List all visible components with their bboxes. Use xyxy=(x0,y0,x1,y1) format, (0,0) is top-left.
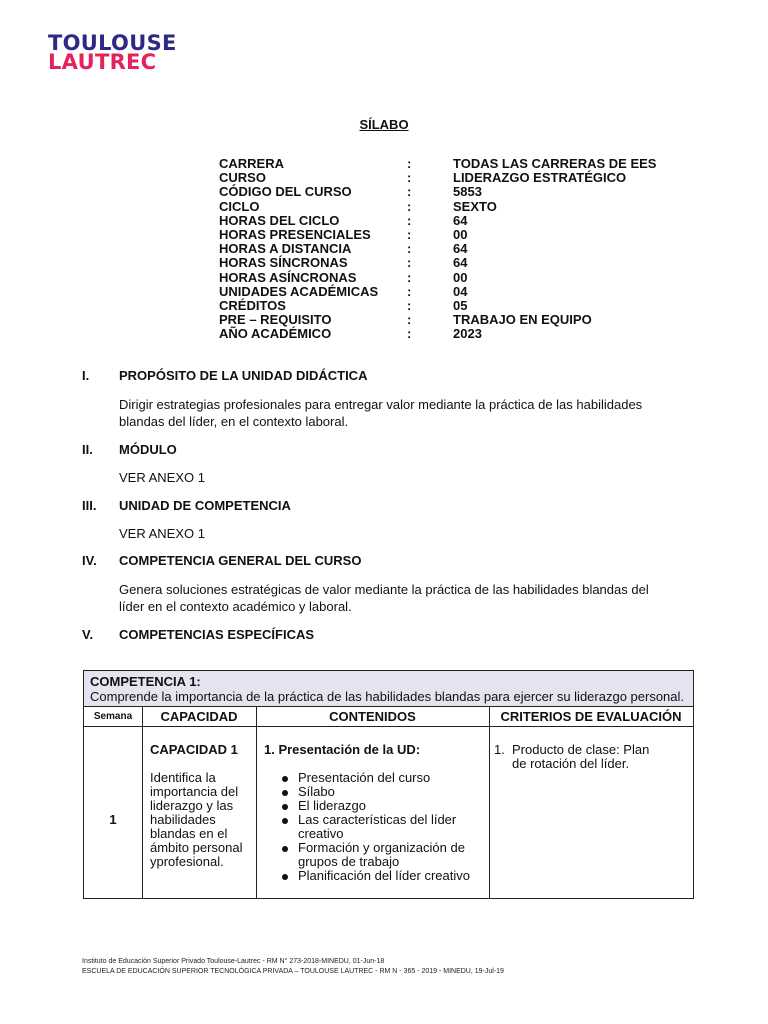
header-capacidad: CAPACIDAD xyxy=(160,709,238,724)
competency-title: COMPETENCIA 1: xyxy=(90,674,201,689)
list-item: Presentación del curso xyxy=(264,771,486,785)
criteria-number: 1. xyxy=(494,742,505,757)
list-item: El liderazgo xyxy=(264,799,486,813)
header-divider xyxy=(84,726,693,727)
section-text-2: VER ANEXO 1 xyxy=(119,470,205,485)
criteria-text: Producto de clase: Plan de rotación del líder. xyxy=(512,742,650,771)
bullet-icon xyxy=(282,818,288,824)
capacity-title: CAPACIDAD 1 xyxy=(150,742,238,757)
competency-description: Comprende la importancia de la práctica de las habilidades blandas para ejercer su liderazgo personal. xyxy=(90,689,685,704)
list-item: Las características del líder creativo xyxy=(264,813,486,841)
document-title: SÍLABO xyxy=(359,117,409,132)
bullet-icon xyxy=(282,874,288,880)
week-number: 1 xyxy=(109,812,117,827)
bullet-icon xyxy=(282,776,288,782)
bullet-icon xyxy=(282,790,288,796)
bullet-icon xyxy=(282,804,288,810)
footer-line-2: ESCUELA DE EDUCACIÓN SUPERIOR TECNOLÓGICA PRIVADA – TOULOUSE LAUTREC - RM N - 365 - 2019 - MINEDU, 19-Jul-19 xyxy=(82,968,504,975)
section-text-1: Dirigir estrategias profesionales para entregar valor mediante la práctica de las habilidades blandas del líder, en el contexto laboral. xyxy=(119,397,643,429)
competency-table xyxy=(83,670,694,899)
header-criterios: CRITERIOS DE EVALUACIÓN xyxy=(500,709,682,724)
list-item: Planificación del líder creativo xyxy=(264,869,486,883)
column-divider xyxy=(256,707,257,898)
section-text-4: Genera soluciones estratégicas de valor mediante la práctica de las habilidades blandas del líder en el contexto académico y laboral. xyxy=(119,582,649,614)
footer xyxy=(82,957,504,977)
header-semana: Semana xyxy=(93,711,133,722)
header-contenidos: CONTENIDOS xyxy=(329,709,416,724)
capacity-text: Identifica la importancia del liderazgo y las habilidades blandas en el ámbito personal yprofesional. xyxy=(150,770,243,869)
logo-line-1: TOULOUSE xyxy=(48,31,177,55)
logo-line-2: LAUTREC xyxy=(48,50,157,74)
list-item: Formación y organización de grupos de trabajo xyxy=(264,841,486,869)
section-text-3: VER ANEXO 1 xyxy=(119,526,205,541)
bullet-icon xyxy=(282,846,288,852)
column-divider xyxy=(142,707,143,898)
content-title: 1. Presentación de la UD: xyxy=(264,742,421,757)
list-item: Sílabo xyxy=(264,785,486,799)
column-divider xyxy=(489,707,490,898)
logo xyxy=(48,31,177,74)
content-list xyxy=(264,771,486,883)
competency-header xyxy=(84,671,693,707)
footer-line-1: Instituto de Educación Superior Privado Toulouse-Lautrec - RM N° 273-2018-MINEDU, 01-Jun-18 xyxy=(82,958,385,965)
